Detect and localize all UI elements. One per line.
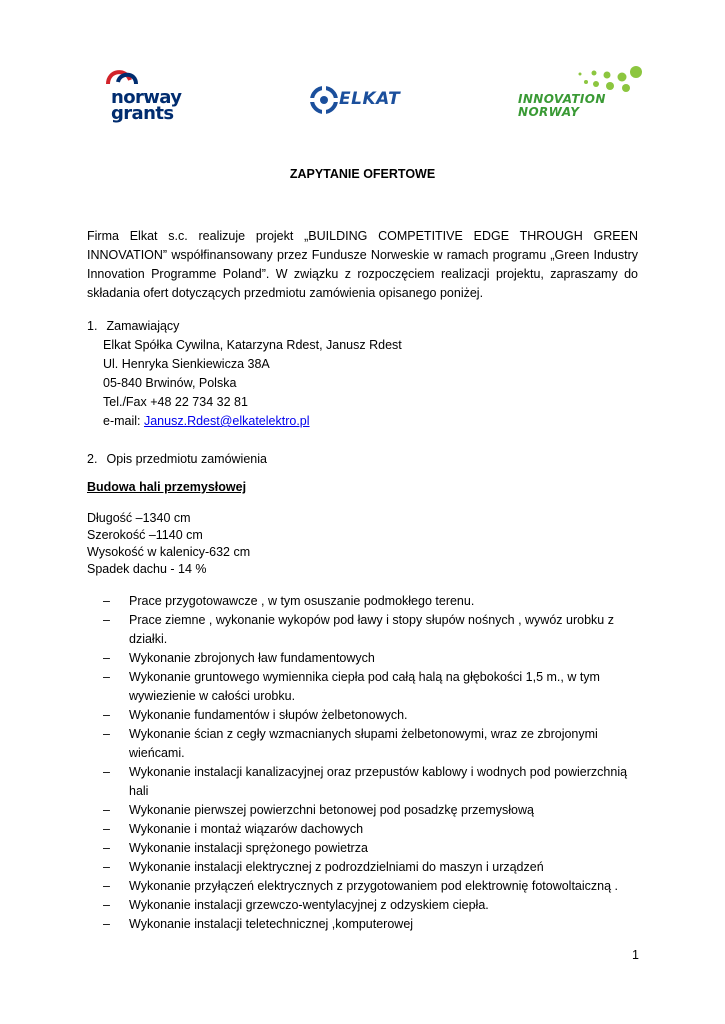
subheading: Budowa hali przemysłowej <box>87 480 247 494</box>
list-item-text: Wykonanie gruntowego wymiennika ciepła pod całą halą na głębokości 1,5 m., w tym wywiezienie w całości urobku. <box>129 670 600 703</box>
list-item-text: Wykonanie zbrojonych ław fundamentowych <box>129 651 375 665</box>
email-link[interactable]: Janusz.Rdest@elkatelektro.pl <box>143 414 310 428</box>
dimension-item: Wysokość w kalenicy-632 cm <box>87 545 251 559</box>
contact-line: Elkat Spółka Cywilna, Katarzyna Rdest, Janusz Rdest <box>103 338 402 352</box>
logo-elkat-text: ELKAT <box>339 89 401 109</box>
list-item-text: Wykonanie i montaż wiązarów dachowych <box>129 822 364 836</box>
list-item <box>103 763 643 801</box>
list-item <box>103 725 643 763</box>
logo-norway-line2: grants <box>111 103 174 124</box>
list-item <box>103 915 643 934</box>
list-item-text: Wykonanie instalacji elektrycznej z podrozdzielniami do maszyn i urządzeń <box>129 860 544 874</box>
list-item-text: Wykonanie przyłączeń elektrycznych z przygotowaniem pod elektrownię fotowoltaiczną . <box>129 879 619 893</box>
section-1-number: 1. <box>87 319 98 333</box>
page-number: 1 <box>632 948 639 962</box>
bullet-dash: – <box>103 727 110 741</box>
logo-innovation-line2: NORWAY <box>518 105 580 119</box>
work-scope-list <box>103 592 643 934</box>
dimensions-list <box>87 510 250 578</box>
elkat-logo <box>309 82 405 118</box>
contact-line: 05-840 Brwinów, Polska <box>103 376 237 390</box>
section-1-title: Zamawiający <box>106 319 180 333</box>
bullet-dash: – <box>103 879 110 893</box>
contact-line: Ul. Henryka Sienkiewicza 38A <box>103 357 270 371</box>
list-item <box>103 877 643 896</box>
dimension-item: Szerokość –1140 cm <box>87 528 203 542</box>
bullet-dash: – <box>103 860 110 874</box>
section-2-heading <box>87 450 267 469</box>
list-item <box>103 896 643 915</box>
bullet-dash: – <box>103 803 110 817</box>
bullet-dash: – <box>103 670 110 684</box>
dimension-item: Długość –1340 cm <box>87 511 191 525</box>
list-item <box>103 649 643 668</box>
list-item <box>103 858 643 877</box>
list-item-text: Wykonanie instalacji teletechnicznej ,komputerowej <box>129 917 414 931</box>
email-label: e-mail: <box>103 414 144 428</box>
list-item <box>103 592 643 611</box>
list-item <box>103 611 643 649</box>
list-item <box>103 706 643 725</box>
list-item-text: Wykonanie instalacji grzewczo-wentylacyjnej z odzyskiem ciepła. <box>129 898 489 912</box>
bullet-dash: – <box>103 841 110 855</box>
list-item-text: Wykonanie instalacji kanalizacyjnej oraz przepustów kablowy i wodnych pod powierzchnią hali <box>129 765 628 798</box>
list-item <box>103 668 643 706</box>
logo-norway-line1: norway <box>111 87 182 108</box>
norway-grants-logo <box>104 66 190 126</box>
bullet-dash: – <box>103 898 110 912</box>
bullet-dash: – <box>103 613 110 627</box>
email-line <box>103 412 402 431</box>
bullet-dash: – <box>103 765 110 779</box>
bullet-dash: – <box>103 708 110 722</box>
section-2-number: 2. <box>87 452 98 466</box>
list-item-text: Wykonanie ścian z cegły wzmacnianych słupami żelbetonowymi, wraz ze zbrojonymi wieńcami. <box>129 727 598 760</box>
intro-paragraph: Firma Elkat s.c. realizuje projekt „BUILDING COMPETITIVE EDGE THROUGH GREEN INNOVATION” współfinansowany przez Fundusze Norweskie w ramach programu „Green Industry Innovation Programme Poland”. W związku z rozpoczęciem realizacji projektu, zapraszamy do składania ofert dotyczących przedmiotu zamówienia opisanego poniżej. <box>87 229 638 300</box>
bullet-dash: – <box>103 917 110 931</box>
list-item-text: Prace przygotowawcze , w tym osuszanie podmokłego terenu. <box>129 594 475 608</box>
contact-line: Tel./Fax +48 22 734 32 81 <box>103 395 248 409</box>
section-1-heading <box>87 317 179 336</box>
list-item <box>103 839 643 858</box>
bullet-dash: – <box>103 594 110 608</box>
list-item-text: Wykonanie pierwszej powierzchni betonowej pod posadzkę przemysłową <box>129 803 534 817</box>
logo-innovation-line1: INNOVATION <box>518 92 606 106</box>
dimension-item: Spadek dachu - 14 % <box>87 562 207 576</box>
bullet-dash: – <box>103 651 110 665</box>
bullet-dash: – <box>103 822 110 836</box>
section-2-title: Opis przedmiotu zamówienia <box>106 452 267 466</box>
innovation-norway-logo <box>514 64 650 120</box>
list-item <box>103 820 643 839</box>
list-item-text: Wykonanie fundamentów i słupów żelbetonowych. <box>129 708 408 722</box>
list-item <box>103 801 643 820</box>
contact-block <box>103 336 402 431</box>
list-item-text: Wykonanie instalacji sprężonego powietrza <box>129 841 368 855</box>
innovation-norway-dots-icon <box>514 64 650 94</box>
list-item-text: Prace ziemne , wykonanie wykopów pod ławy i stopy słupów nośnych , wywóz urobku z działki. <box>129 613 614 646</box>
document-title: ZAPYTANIE OFERTOWE <box>289 167 436 181</box>
elkat-emblem-icon <box>309 82 339 118</box>
